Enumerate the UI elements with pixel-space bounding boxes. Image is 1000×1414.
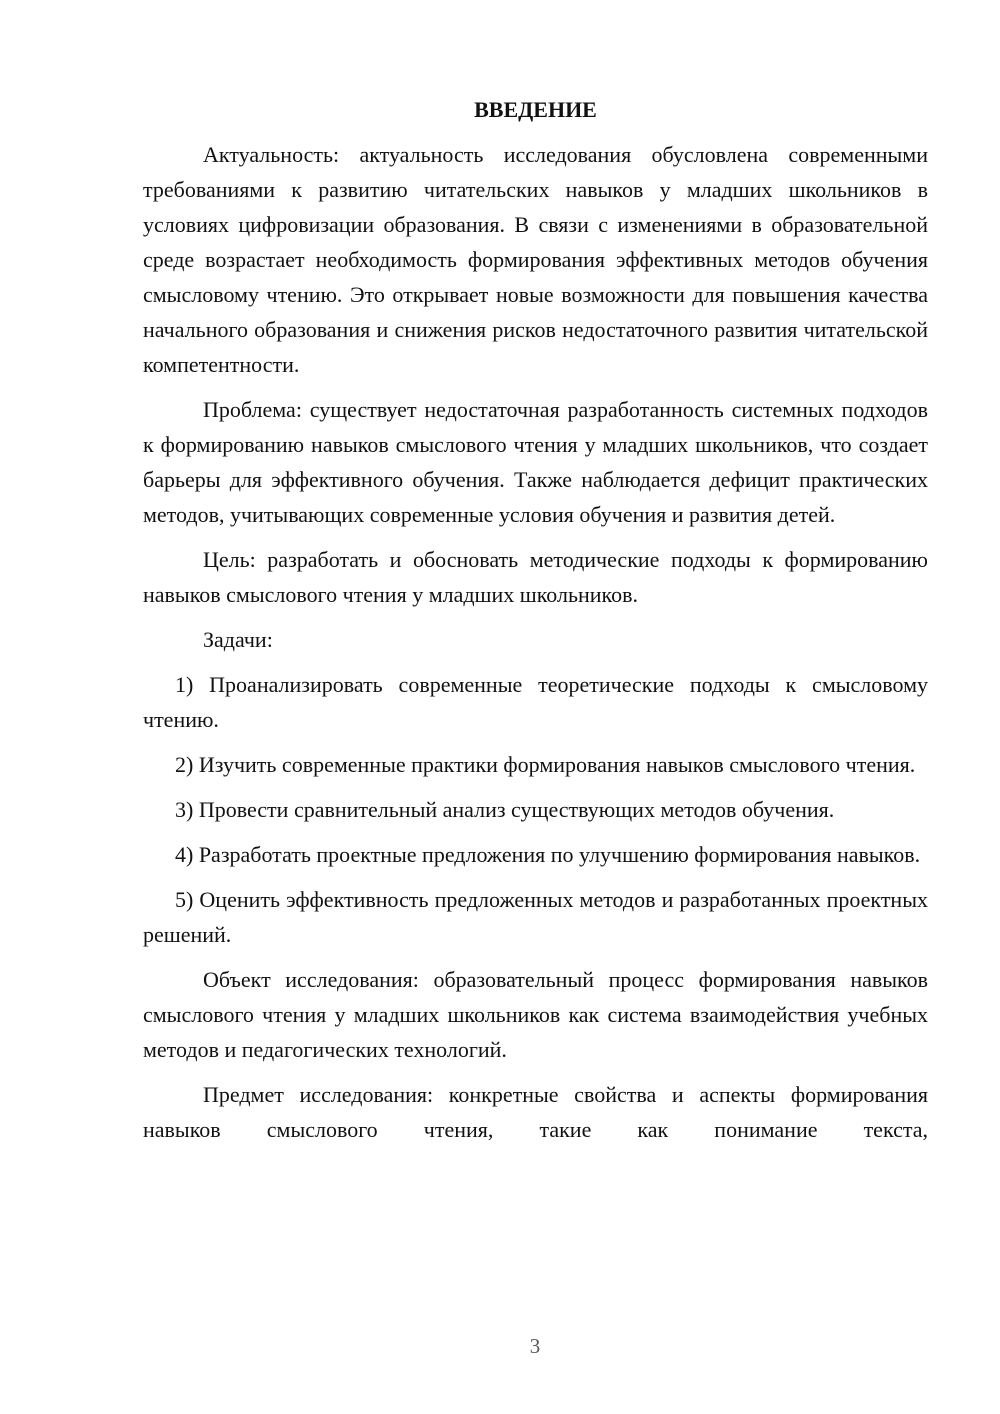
paragraph-subject: Предмет исследования: конкретные свойства и аспекты формирования навыков смыслового чтения, такие как понимание текста, xyxy=(143,1082,928,1142)
paragraph-goal: Цель: разработать и обосновать методические подходы к формированию навыков смыслового чтения у младших школьников. xyxy=(143,547,928,607)
task-item-1: 1) Проанализировать современные теоретические подходы к смысловому чтению. xyxy=(143,672,928,732)
paragraph-problem: Проблема: существует недостаточная разработанность системных подходов к формированию навыков смыслового чтения у младших школьников, что создает барьеры для эффективного обучения. Также наблюдается дефицит практических методов, учитывающих современные условия обучения и развития детей. xyxy=(143,397,928,527)
paragraph-object: Объект исследования: образовательный процесс формирования навыков смыслового чтения у младших школьников как система взаимодействия учебных методов и педагогических технологий. xyxy=(143,967,928,1062)
paragraph-relevance: Актуальность: актуальность исследования обусловлена современными требованиями к развитию читательских навыков у младших школьников в условиях цифровизации образования. В связи с изменениями в образовательной среде возрастает необходимость формирования эффективных методов обучения смысловому чтению. Это открывает новые возможности для повышения качества начального образования и снижения рисков недостаточного развития читательской компетентности. xyxy=(143,142,928,377)
page-title: ВВЕДЕНИЕ xyxy=(474,97,597,122)
task-item-5: 5) Оценить эффективность предложенных методов и разработанных проектных решений. xyxy=(143,887,928,947)
task-item-3: 3) Провести сравнительный анализ существующих методов обучения. xyxy=(175,797,835,822)
document-page xyxy=(143,92,928,1157)
paragraph-tasks-heading: Задачи: xyxy=(203,627,273,652)
task-item-2: 2) Изучить современные практики формирования навыков смыслового чтения. xyxy=(175,752,916,777)
task-item-4: 4) Разработать проектные предложения по улучшению формирования навыков. xyxy=(175,842,921,867)
page-number: 3 xyxy=(529,1334,541,1358)
